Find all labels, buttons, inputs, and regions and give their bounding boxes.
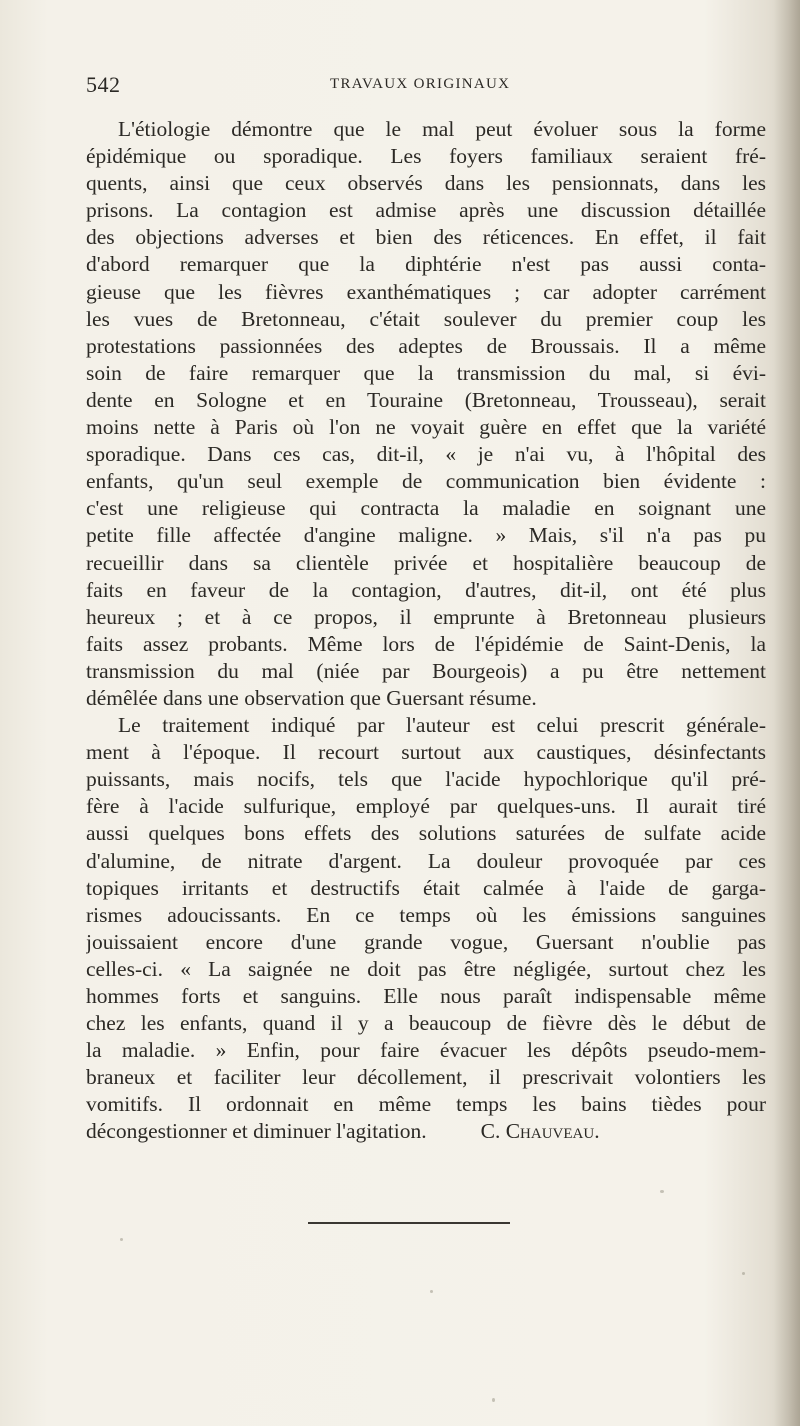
text-line: dente en Sologne et en Touraine (Bretonneau, Trousseau), serait <box>86 387 766 412</box>
page-gutter-shadow <box>774 0 800 1426</box>
text-line: heureux ; et à ce propos, il emprunte à Bretonneau plusieurs <box>86 604 766 629</box>
text-line: la maladie. » Enfin, pour faire évacuer les dépôts pseudo-mem- <box>86 1038 766 1063</box>
running-head: TRAVAUX ORIGINAUX <box>330 76 511 92</box>
text-line: aussi quelques bons effets des solutions saturées de sulfate acide <box>86 821 766 846</box>
paper-speck <box>492 1398 495 1402</box>
paper-speck <box>742 1272 745 1275</box>
text-line: soin de faire remarquer que la transmission du mal, si évi- <box>86 360 766 385</box>
author-signature: C. Chauveau. <box>480 1119 600 1144</box>
text-line: vomitifs. Il ordonnait en même temps les bains tièdes pour <box>86 1092 766 1117</box>
text-line: des objections adverses et bien des réticences. En effet, il fait <box>86 225 766 250</box>
text-line: moins nette à Paris où l'on ne voyait guère en effet que la variété <box>86 415 766 440</box>
page-header <box>86 72 766 102</box>
text-line: ment à l'époque. Il recourt surtout aux caustiques, désinfectants <box>86 740 766 765</box>
text-line: d'abord remarquer que la diphtérie n'est pas aussi conta- <box>86 252 766 277</box>
article-body <box>86 116 766 1146</box>
text-line: faits assez probants. Même lors de l'épidémie de Saint-Denis, la <box>86 631 766 656</box>
paper-speck <box>120 1238 123 1241</box>
text-line: quents, ainsi que ceux observés dans les pensionnats, dans les <box>86 171 766 196</box>
text-line: recueillir dans sa clientèle privée et hospitalière beaucoup de <box>86 550 766 575</box>
text-line: faits en faveur de la contagion, d'autres, dit-il, ont été plus <box>86 577 766 602</box>
text-line: c'est une religieuse qui contracta la maladie en soignant une <box>86 496 766 521</box>
page-number: 542 <box>86 72 121 97</box>
text-line: les vues de Bretonneau, c'était soulever du premier coup les <box>86 306 766 331</box>
text-line: sporadique. Dans ces cas, dit-il, « je n'ai vu, à l'hôpital des <box>86 442 766 467</box>
text-line: fère à l'acide sulfurique, employé par quelques-uns. Il aurait tiré <box>86 794 766 819</box>
text-line: puissants, mais nocifs, tels que l'acide hypochlorique qu'il pré- <box>86 767 766 792</box>
text-line: protestations passionnées des adeptes de Broussais. Il a même <box>86 333 766 358</box>
footer-rule <box>308 1222 510 1224</box>
paper-speck <box>430 1290 433 1293</box>
text-line: Le traitement indiqué par l'auteur est celui prescrit générale- <box>118 713 766 738</box>
text-line: d'alumine, de nitrate d'argent. La douleur provoquée par ces <box>86 848 766 873</box>
text-line: petite fille affectée d'angine maligne. » Mais, s'il n'a pas pu <box>86 523 766 548</box>
text-line: rismes adoucissants. En ce temps où les émissions sanguines <box>86 902 766 927</box>
paper-speck <box>660 1190 664 1193</box>
text-line: L'étiologie démontre que le mal peut évoluer sous la forme <box>118 117 766 141</box>
text-line: prisons. La contagion est admise après une discussion détaillée <box>86 198 766 223</box>
text-line: enfants, qu'un seul exemple de communication bien évidente : <box>86 469 766 494</box>
text-line: jouissaient encore d'une grande vogue, Guersant n'oublie pas <box>86 929 766 954</box>
text-line: braneux et faciliter leur décollement, il prescrivait volontiers les <box>86 1065 766 1090</box>
text-line: gieuse que les fièvres exanthématiques ; car adopter carrément <box>86 279 766 304</box>
text-line: épidémique ou sporadique. Les foyers familiaux seraient fré- <box>86 144 766 169</box>
text-line: décongestionner et diminuer l'agitation. <box>86 1119 427 1144</box>
text-line: celles-ci. « La saignée ne doit pas être négligée, surtout chez les <box>86 956 766 981</box>
text-line-with-signature <box>86 1118 766 1145</box>
text-line: hommes forts et sanguins. Elle nous paraît indispensable même <box>86 984 766 1008</box>
text-line: transmission du mal (niée par Bourgeois) a pu être nettement <box>86 658 766 683</box>
text-line: démêlée dans une observation que Guersant résume. <box>86 685 537 710</box>
text-line: topiques irritants et destructifs était calmée à l'aide de garga- <box>86 875 766 900</box>
text-line: chez les enfants, quand il y a beaucoup de fièvre dès le début de <box>86 1011 766 1036</box>
